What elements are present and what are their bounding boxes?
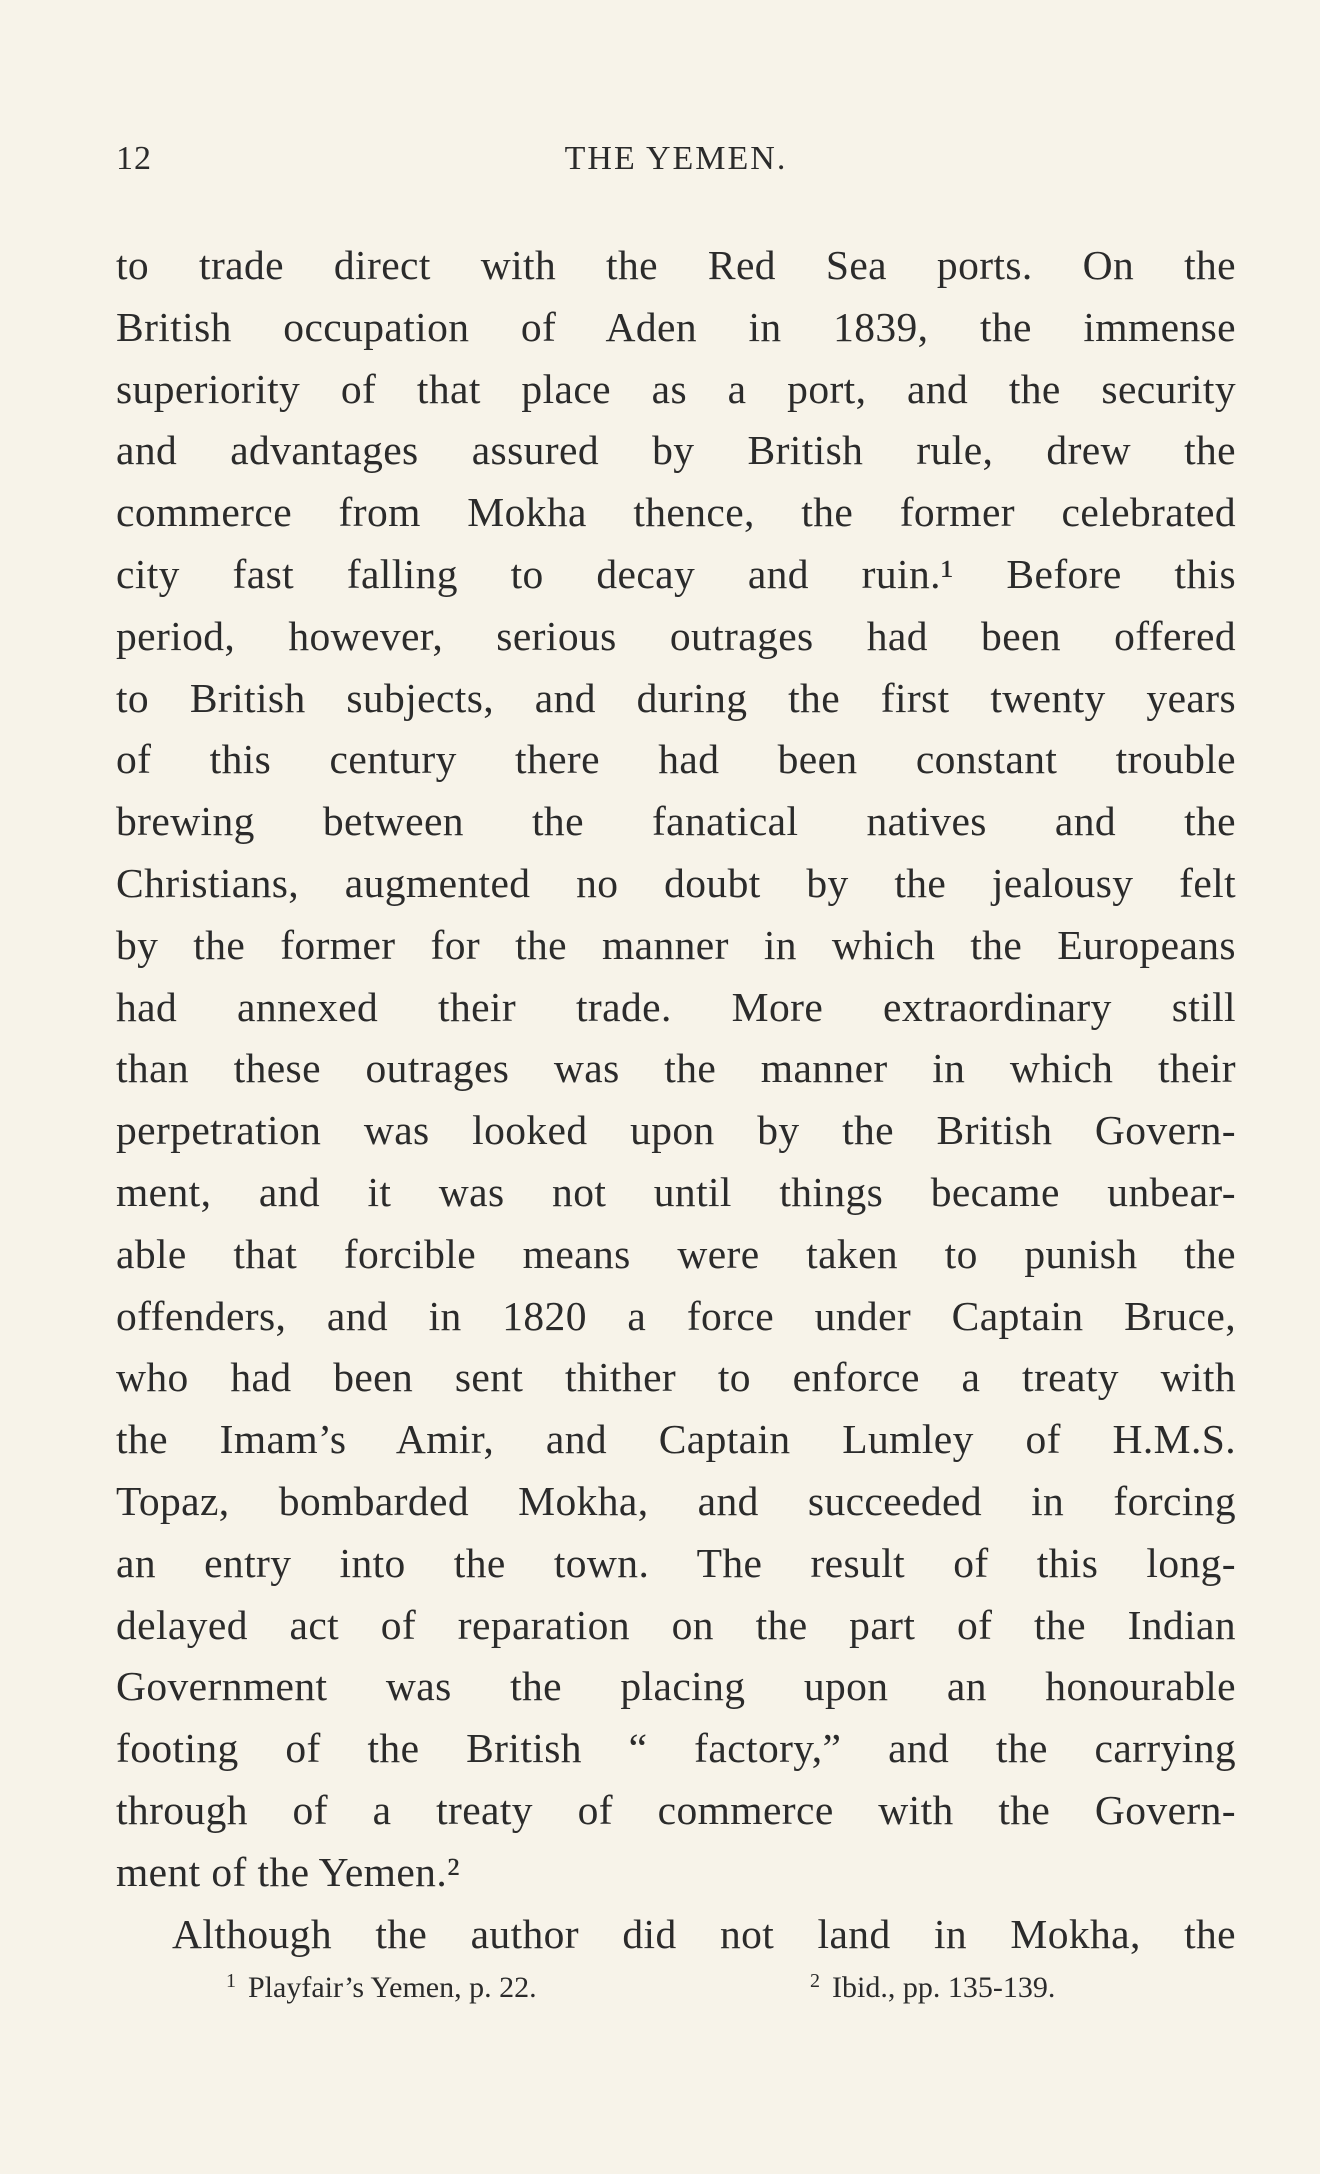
text-line: Christians, augmented no doubt by the jealousy felt: [116, 859, 1236, 906]
paragraph-start-line: Although the author did not land in Mokha, the: [172, 1910, 1236, 1957]
text-line: had annexed their trade. More extraordinary still: [116, 983, 1236, 1030]
text-line: to trade direct with the Red Sea ports. On the: [116, 242, 1236, 288]
text-line: Topaz, bombarded Mokha, and succeeded in forcing: [116, 1477, 1236, 1524]
text-line: who had been sent thither to enforce a treaty with: [116, 1354, 1236, 1401]
page-number: 12: [116, 140, 152, 177]
text-line: delayed act of reparation on the part of the Indian: [116, 1601, 1236, 1648]
footnote-2: [810, 1970, 1055, 2005]
footnote-marker: 1: [226, 1970, 236, 1992]
text-line: period, however, serious outrages had been offered: [116, 612, 1236, 659]
text-line: perpetration was looked upon by the British Govern-: [116, 1107, 1236, 1154]
text-line: of this century there had been constant trouble: [116, 736, 1236, 783]
text-line: superiority of that place as a port, and the security: [116, 365, 1236, 412]
paragraph-end-line: ment of the Yemen.²: [116, 1848, 460, 1895]
text-line: by the former for the manner in which the Europeans: [116, 921, 1236, 968]
text-line: city fast falling to decay and ruin.¹ Before this: [116, 550, 1236, 597]
text-line: commerce from Mokha thence, the former celebrated: [116, 489, 1236, 536]
text-line: brewing between the fanatical natives and the: [116, 798, 1236, 845]
running-head: [116, 140, 1236, 190]
text-line: British occupation of Aden in 1839, the immense: [116, 303, 1236, 350]
footnote-1: [226, 1970, 537, 2005]
text-line: an entry into the town. The result of this long-: [116, 1539, 1236, 1586]
text-line: able that forcible means were taken to punish the: [116, 1230, 1236, 1277]
text-line: to British subjects, and during the first twenty years: [116, 674, 1236, 721]
footnotes: [116, 1970, 1236, 2020]
text-line: the Imam’s Amir, and Captain Lumley of H.M.S.: [116, 1416, 1236, 1463]
text-line: ment, and it was not until things became unbear-: [116, 1168, 1236, 1215]
text-line: footing of the British “ factory,” and the carrying: [116, 1725, 1236, 1772]
footnote-marker: 2: [810, 1970, 820, 1992]
text-line: and advantages assured by British rule, drew the: [116, 427, 1236, 474]
text-line: Government was the placing upon an honourable: [116, 1663, 1236, 1710]
running-title: THE YEMEN.: [564, 140, 788, 177]
text-line: through of a treaty of commerce with the Govern-: [116, 1786, 1236, 1833]
footnote-text: Ibid., pp. 135-139.: [832, 1971, 1056, 2004]
text-line: offenders, and in 1820 a force under Captain Bruce,: [116, 1292, 1236, 1339]
footnote-text: Playfair’s Yemen, p. 22.: [248, 1971, 537, 2004]
body-text: [116, 235, 1236, 1965]
text-line: than these outrages was the manner in which their: [116, 1045, 1236, 1092]
